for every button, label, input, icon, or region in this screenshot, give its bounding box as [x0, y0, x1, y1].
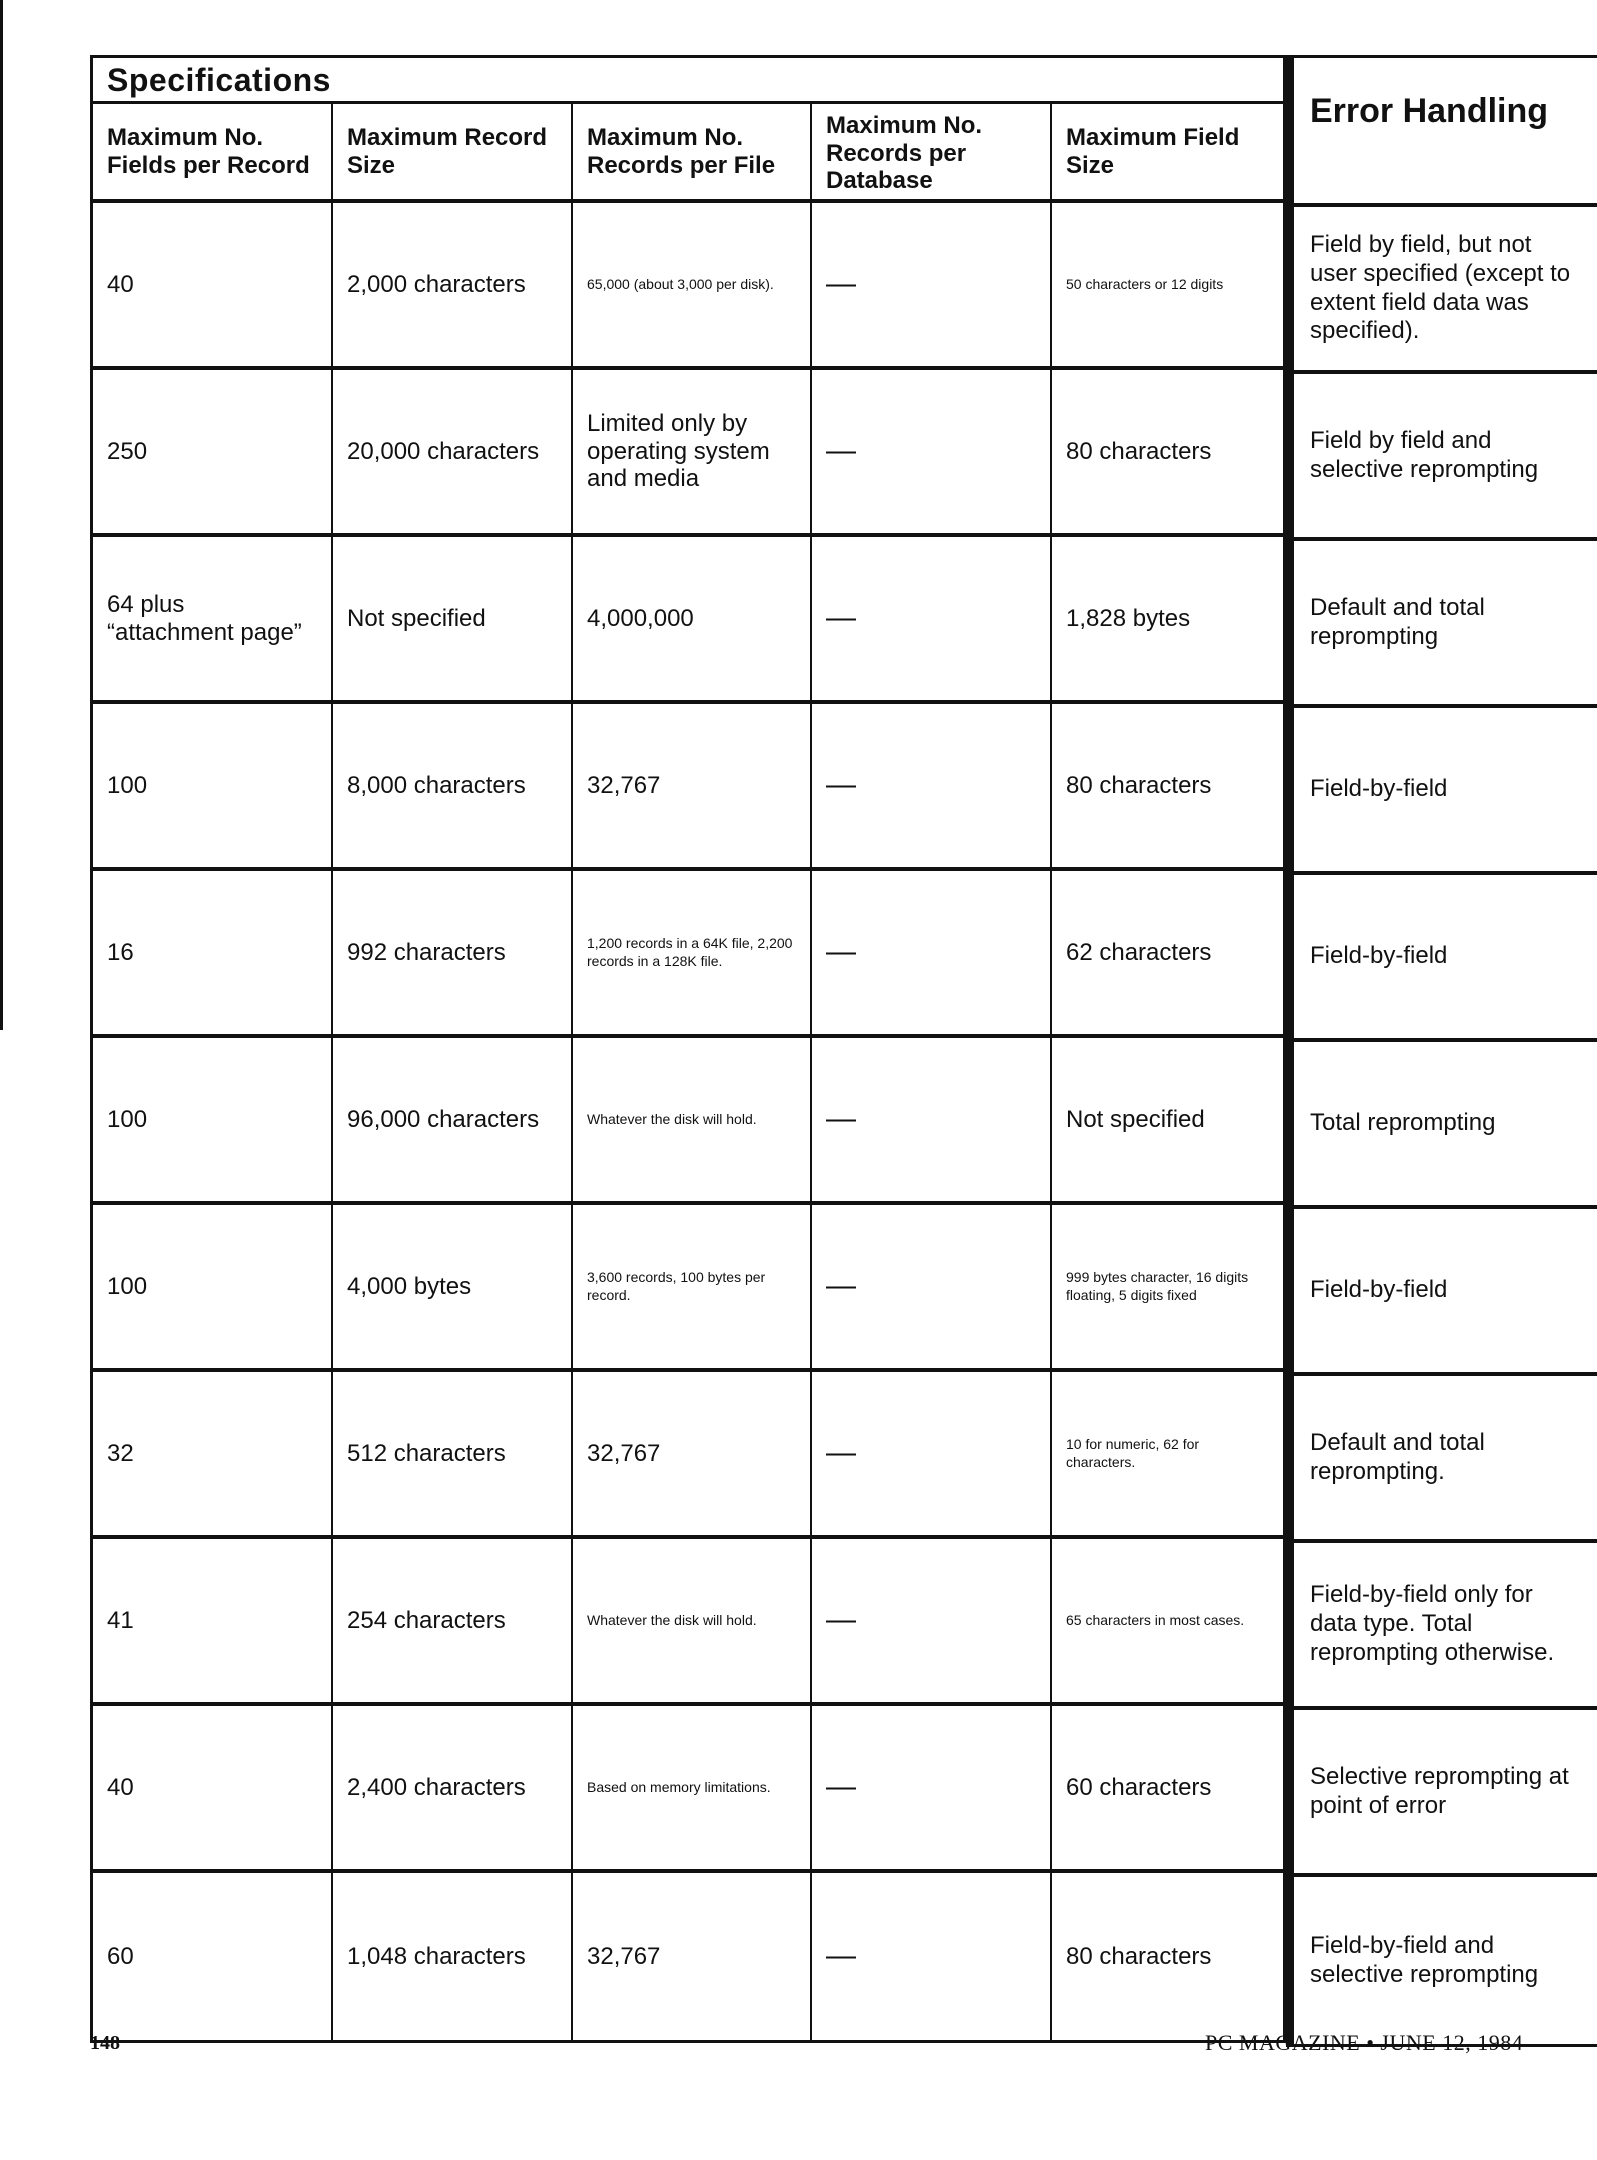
error-handling-body: [1294, 207, 1597, 2044]
table-cell: 80 characters: [1066, 771, 1212, 799]
table-cell: Limited only by operating system and media: [573, 370, 812, 533]
table-cell: —: [812, 1873, 1052, 2040]
table-cell: —: [812, 1539, 1052, 1702]
table-cell: Not specified: [333, 537, 573, 700]
table-cell: —: [812, 1038, 1052, 1201]
error-handling-cell: Selective reprompting at point of error: [1294, 1710, 1597, 1877]
error-handling-cell: Field-by-field: [1294, 1209, 1597, 1376]
table-row: [93, 704, 1283, 871]
error-handling-cell: Field-by-field: [1294, 875, 1597, 1042]
table-cell: 1,200 records in a 64K file, 2,200 records in a 128K file.: [573, 871, 812, 1034]
table-cell: 62 characters: [1066, 938, 1212, 966]
table-cell: —: [812, 1205, 1052, 1368]
table-row: [93, 1706, 1283, 1873]
error-handling-cell: Field by field and selective reprompting: [1294, 374, 1597, 541]
table-cell: 65,000 (about 3,000 per disk).: [573, 203, 812, 366]
table-cell: 1,828 bytes: [1066, 604, 1191, 632]
column-header: Maximum No. Records per Database: [812, 104, 1052, 199]
table-cell: 50 characters or 12 digits: [1066, 275, 1224, 292]
table-row: [93, 1205, 1283, 1372]
table-cell: Whatever the disk will hold.: [573, 1038, 812, 1201]
error-handling-cell: Total reprompting: [1294, 1042, 1597, 1209]
table-cell: 4,000 bytes: [333, 1205, 573, 1368]
table-cell: 3,600 records, 100 bytes per record.: [573, 1205, 812, 1368]
table-cell: 2,400 characters: [333, 1706, 573, 1869]
table-cell: 100: [93, 1205, 333, 1368]
table-cell: —: [812, 370, 1052, 533]
error-handling-title: Error Handling: [1294, 58, 1597, 207]
table-cell: 32,767: [573, 1873, 812, 2040]
table-row: [93, 1372, 1283, 1539]
error-handling-cell: Default and total reprompting: [1294, 541, 1597, 708]
table-cell: 41: [93, 1539, 333, 1702]
table-cell: 999 bytes character, 16 digits floating, 5 digits fixed: [1066, 1269, 1249, 1303]
page-number: 148: [90, 2032, 120, 2054]
table-row: [93, 1873, 1283, 2040]
specifications-header-row: [93, 104, 1283, 203]
table-cell: 32,767: [573, 704, 812, 867]
error-handling-cell: Field by field, but not user specified (except to extent field data was specified).: [1294, 207, 1597, 374]
column-header: Maximum Field Size: [1066, 124, 1240, 179]
table-cell: 10 for numeric, 62 for characters.: [1066, 1436, 1200, 1470]
table-cell: Not specified: [1066, 1105, 1205, 1133]
table-cell: 8,000 characters: [333, 704, 573, 867]
specifications-title: Specifications: [93, 58, 1283, 104]
table-cell: —: [812, 1706, 1052, 1869]
error-handling-table: [1286, 55, 1597, 2047]
table-cell: —: [812, 203, 1052, 366]
error-handling-cell: Default and total reprompting.: [1294, 1376, 1597, 1543]
table-cell: 16: [93, 871, 333, 1034]
table-cell: 512 characters: [333, 1372, 573, 1535]
table-cell: 40: [93, 203, 333, 366]
table-cell: 64 plus “attachment page”: [93, 537, 333, 700]
table-cell: 20,000 characters: [333, 370, 573, 533]
column-header: Maximum No. Records per File: [573, 104, 812, 199]
table-cell: 100: [93, 1038, 333, 1201]
table-cell: 250: [93, 370, 333, 533]
table-cell: 60 characters: [1066, 1773, 1212, 1801]
table-row: [93, 537, 1283, 704]
table-cell: 992 characters: [333, 871, 573, 1034]
table-row: [93, 1038, 1283, 1205]
table-row: [93, 203, 1283, 370]
table-cell: 60: [93, 1873, 333, 2040]
table-cell: 4,000,000: [573, 537, 812, 700]
table-cell: Whatever the disk will hold.: [573, 1539, 812, 1702]
table-row: [93, 1539, 1283, 1706]
table-cell: —: [812, 871, 1052, 1034]
table-cell: 32,767: [573, 1372, 812, 1535]
column-header: Maximum Record Size: [333, 104, 573, 199]
table-cell: 32: [93, 1372, 333, 1535]
table-cell: 65 characters in most cases.: [1066, 1611, 1245, 1628]
table-cell: 40: [93, 1706, 333, 1869]
specifications-table: [90, 55, 1286, 2043]
table-cell: 80 characters: [1066, 1942, 1212, 1970]
table-cell: 80 characters: [1066, 437, 1212, 465]
table-cell: —: [812, 1372, 1052, 1535]
publication-footer: PC MAGAZINE • JUNE 12, 1984: [1205, 2030, 1524, 2055]
column-header: Maximum No. Fields per Record: [93, 104, 333, 199]
table-cell: 96,000 characters: [333, 1038, 573, 1201]
left-margin-rule: [0, 0, 3, 1030]
table-cell: 2,000 characters: [333, 203, 573, 366]
table-row: [93, 370, 1283, 537]
table-cell: Based on memory limitations.: [573, 1706, 812, 1869]
table-cell: 254 characters: [333, 1539, 573, 1702]
table-cell: 100: [93, 704, 333, 867]
specifications-body: [93, 203, 1283, 2040]
error-handling-cell: Field-by-field and selective reprompting: [1310, 1931, 1539, 1988]
table-cell: —: [812, 704, 1052, 867]
error-handling-cell: Field-by-field only for data type. Total reprompting otherwise.: [1294, 1543, 1597, 1710]
table-cell: —: [812, 537, 1052, 700]
table-row: [93, 871, 1283, 1038]
error-handling-cell: Field-by-field: [1294, 708, 1597, 875]
table-cell: 1,048 characters: [333, 1873, 573, 2040]
